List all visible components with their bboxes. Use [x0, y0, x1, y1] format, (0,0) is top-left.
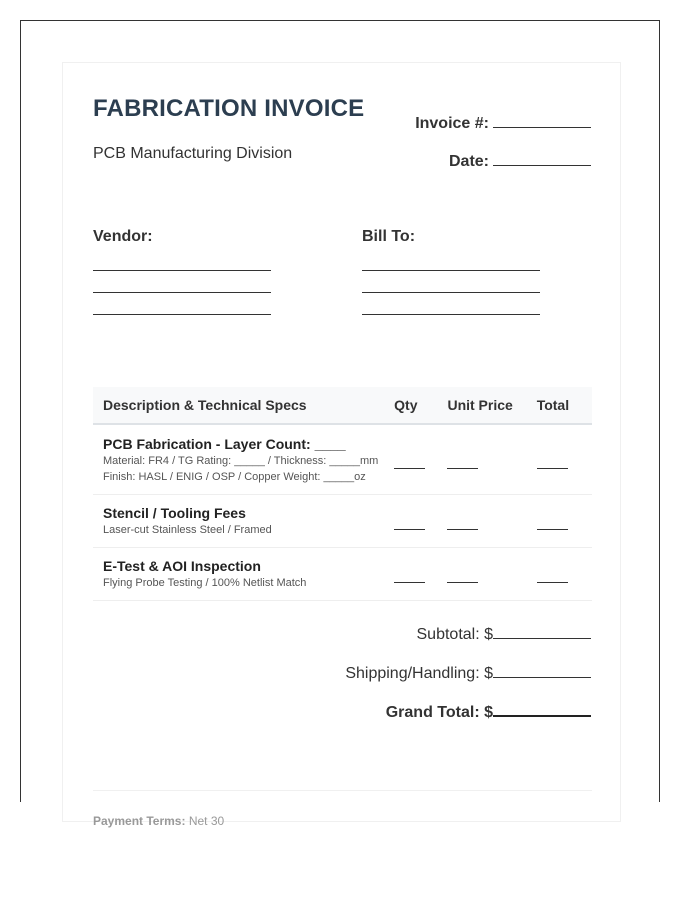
subtotal-line: [417, 622, 592, 644]
item-description: [93, 548, 394, 601]
item-description: [93, 495, 394, 548]
item-title: Stencil / Tooling Fees: [103, 505, 246, 521]
bill-to-line-2: [362, 292, 540, 293]
invoice-sheet: [62, 62, 621, 828]
vendor-block: [93, 228, 273, 336]
table-row: [93, 424, 592, 495]
division-subtitle: PCB Manufacturing Division: [93, 145, 293, 162]
invoice-title: FABRICATION INVOICE: [93, 95, 365, 122]
vendor-label: Vendor:: [93, 228, 153, 245]
shipping-line: [345, 661, 591, 683]
shipping-blank: [493, 661, 591, 678]
item-description: [93, 424, 394, 495]
payment-terms-value: Net 30: [188, 814, 225, 828]
unit-price-cell: [447, 548, 536, 601]
bill-to-block: [362, 228, 542, 336]
date-field: [449, 149, 591, 171]
table-row: [93, 495, 592, 548]
date-blank: [493, 149, 591, 166]
item-title: PCB Fabrication - Layer Count: ____: [103, 435, 346, 452]
item-spec: Flying Probe Testing / 100% Netlist Match: [103, 577, 307, 589]
vendor-line-3: [93, 314, 271, 315]
column-header-qty: Qty: [394, 387, 447, 424]
total-cell: [537, 548, 592, 601]
unit-price-cell: [447, 424, 536, 495]
unit-price-blank: [447, 582, 478, 583]
qty-blank: [394, 582, 425, 583]
grand-total-label: Grand Total: $: [385, 704, 493, 721]
total-blank: [537, 529, 568, 530]
invoice-number-blank: [493, 111, 591, 128]
qty-blank: [394, 468, 425, 469]
footer-divider: [93, 790, 592, 791]
qty-cell: [394, 495, 447, 548]
bill-to-label: Bill To:: [362, 228, 416, 245]
subtotal-label: Subtotal: $: [416, 626, 493, 643]
table-header-row: [93, 387, 592, 424]
payment-terms: [93, 814, 224, 828]
bill-to-line-3: [362, 314, 540, 315]
document-frame: [20, 20, 660, 828]
qty-blank: [394, 529, 425, 530]
unit-price-cell: [447, 495, 536, 548]
item-spec: Finish: HASL / ENIG / OSP / Copper Weight: _____oz: [103, 470, 366, 483]
item-spec: Material: FR4 / TG Rating: _____ / Thickness: _____mm: [103, 454, 379, 467]
qty-cell: [394, 424, 447, 495]
column-header-unit-price: Unit Price: [447, 387, 536, 424]
column-header-description: Description & Technical Specs: [93, 387, 394, 424]
total-cell: [537, 424, 592, 495]
vendor-line-1: [93, 270, 271, 271]
unit-price-blank: [447, 468, 478, 469]
column-header-total: Total: [537, 387, 592, 424]
item-spec: Laser-cut Stainless Steel / Framed: [103, 524, 272, 536]
vendor-line-2: [93, 292, 271, 293]
bill-to-line-1: [362, 270, 540, 271]
invoice-number-label: Invoice #:: [415, 115, 489, 132]
date-label: Date:: [448, 153, 489, 170]
unit-price-blank: [447, 529, 478, 530]
total-blank: [537, 582, 568, 583]
grand-total-blank: [493, 699, 591, 717]
payment-terms-label: Payment Terms:: [93, 814, 186, 828]
invoice-number-field: [415, 111, 591, 133]
table-row: [93, 548, 592, 601]
subtotal-blank: [493, 622, 591, 639]
total-blank: [537, 468, 568, 469]
grand-total-line: [386, 699, 591, 722]
line-items-table: [93, 387, 592, 601]
item-title: E-Test & AOI Inspection: [103, 558, 261, 574]
shipping-label: Shipping/Handling: $: [345, 665, 493, 682]
qty-cell: [394, 548, 447, 601]
total-cell: [537, 495, 592, 548]
